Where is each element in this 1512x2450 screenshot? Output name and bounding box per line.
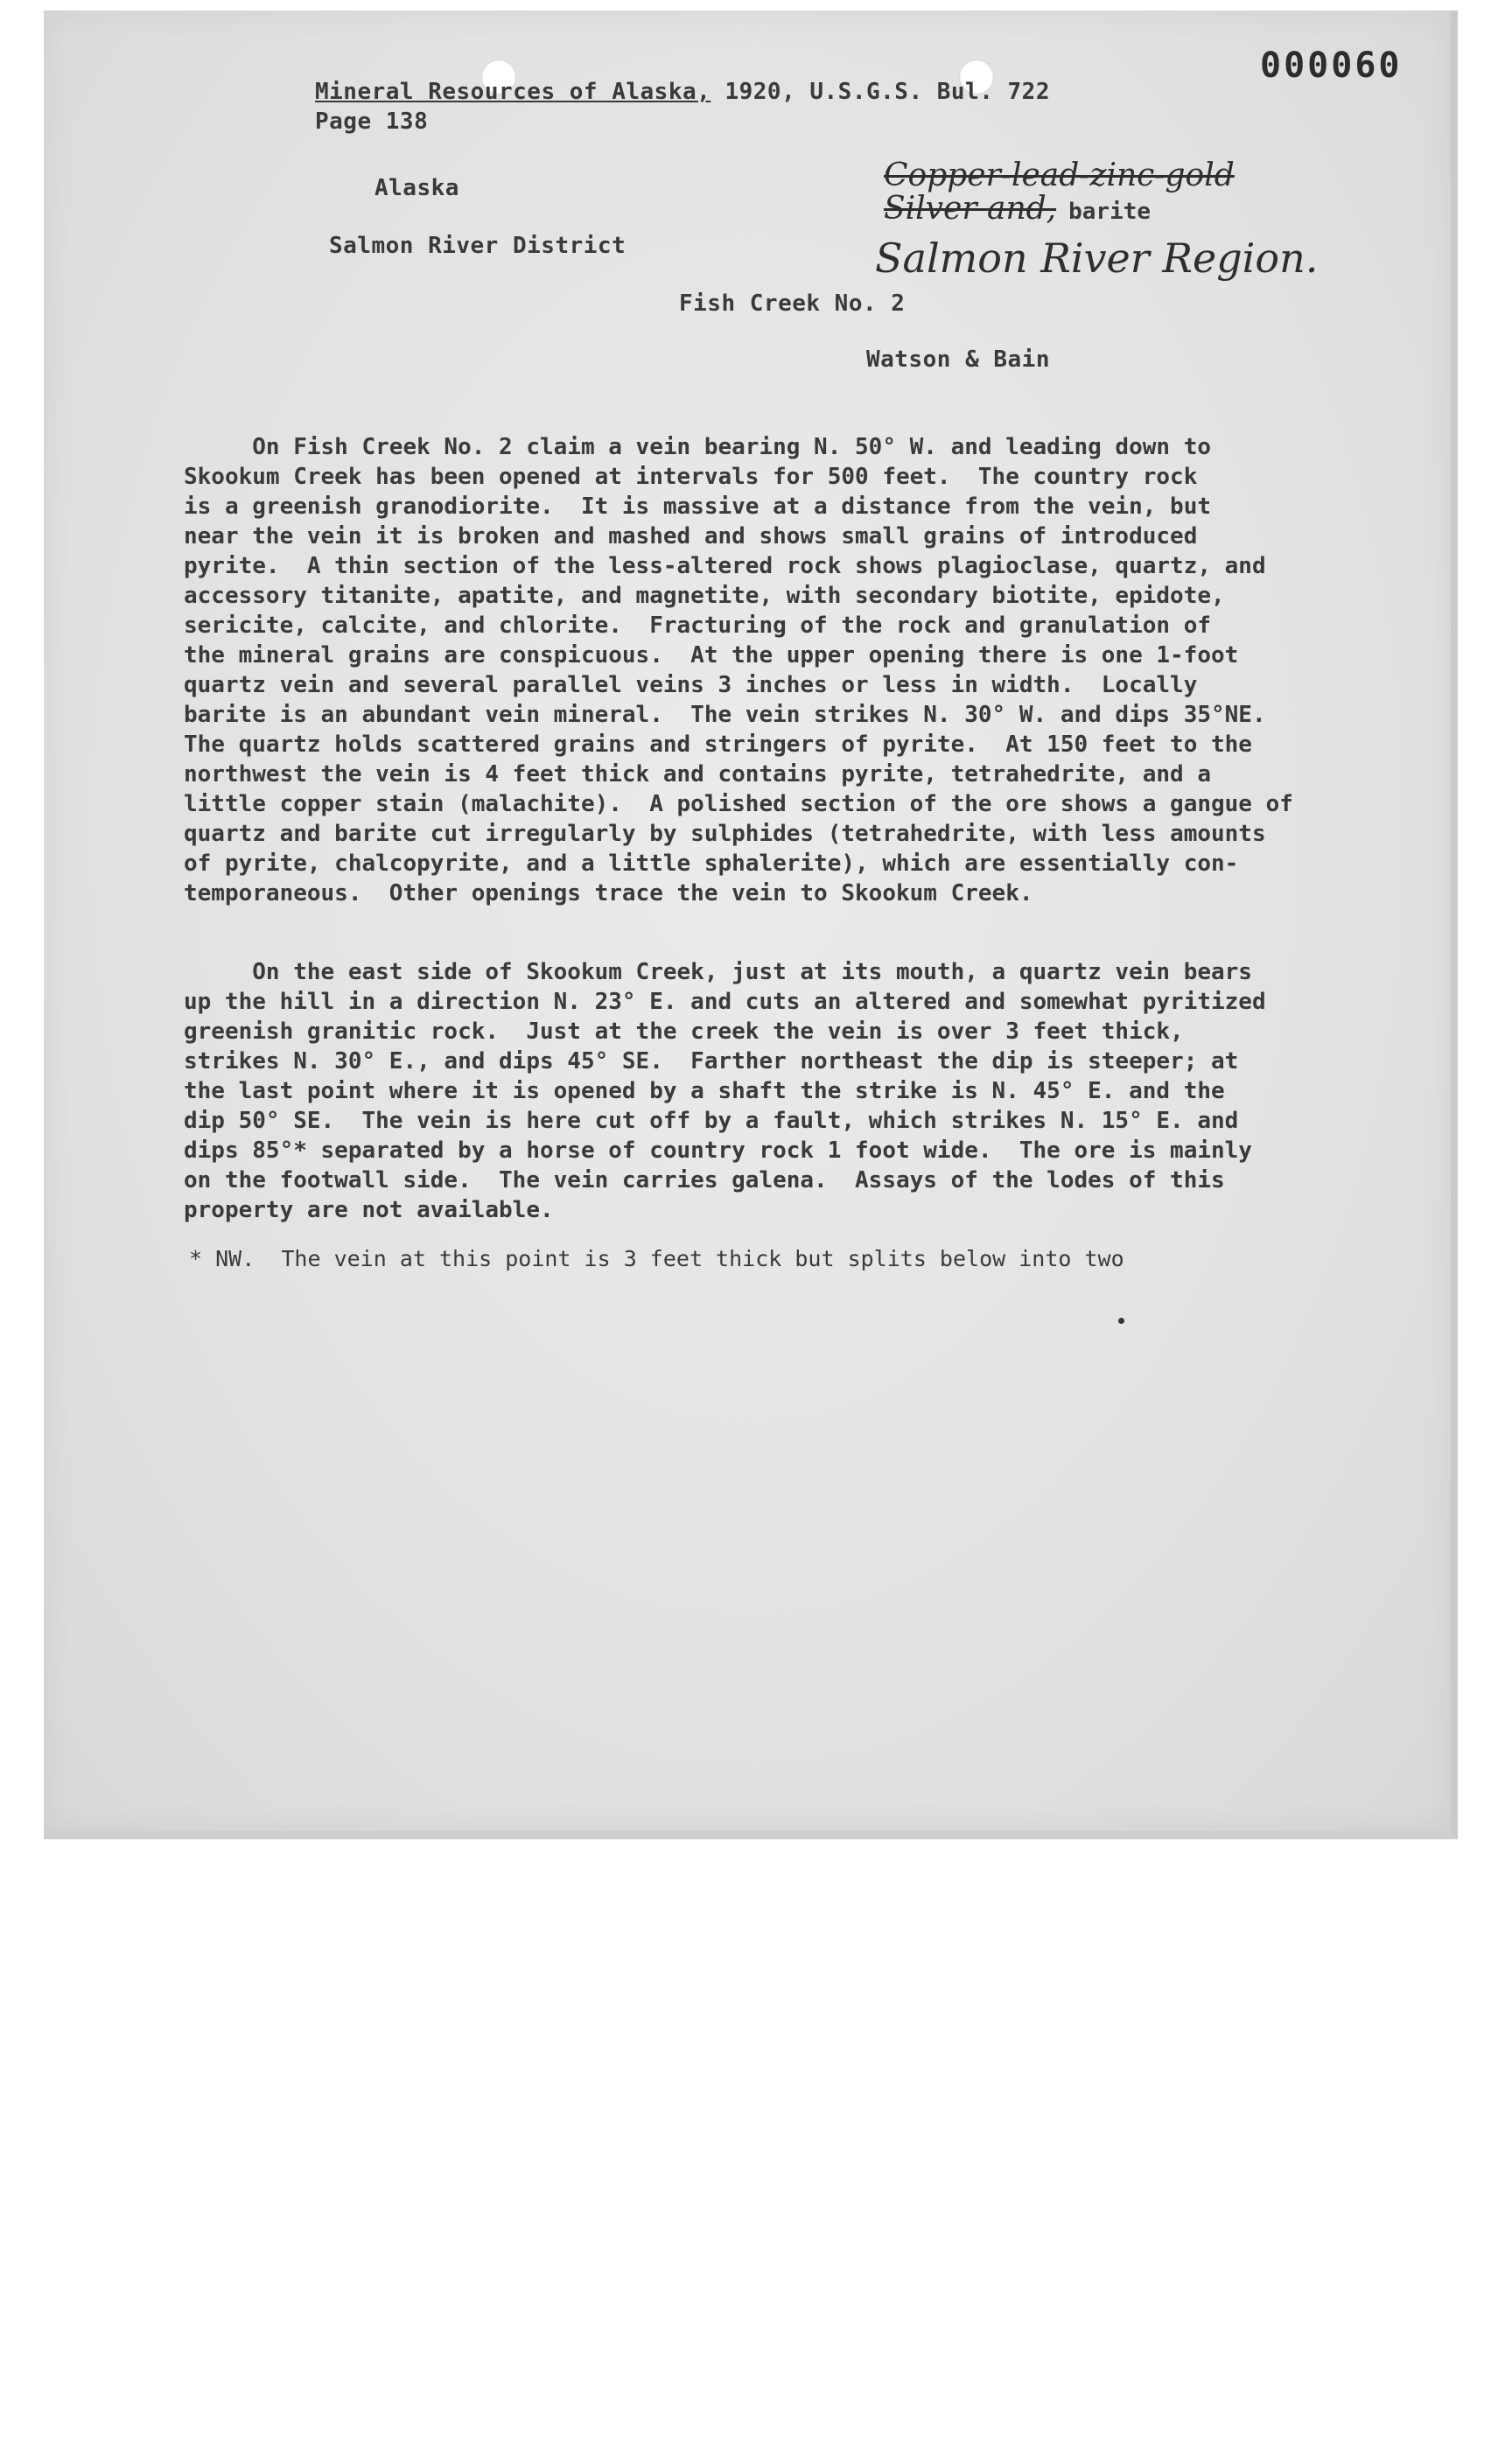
paragraph-line: pyrite. A thin section of the less-altered rock shows plagioclase, quartz, and: [184, 553, 1266, 579]
paragraph-line: is a greenish granodiorite. It is massive at a distance from the vein, but: [184, 494, 1211, 520]
paragraph-line: on the footwall side. The vein carries galena. Assays of the lodes of this: [184, 1167, 1225, 1194]
paragraph-line: temporaneous. Other openings trace the vein to Skookum Creek.: [184, 880, 1033, 906]
paragraph-line: On the east side of Skookum Creek, just at its mouth, a quartz vein bears: [184, 959, 1252, 985]
document-id-number: 000060: [1260, 46, 1403, 86]
paragraph-line: strikes N. 30° E., and dips 45° SE. Farther northeast the dip is steeper; at: [184, 1048, 1239, 1074]
paragraph-line: On Fish Creek No. 2 claim a vein bearing N. 50° W. and leading down to: [184, 434, 1211, 460]
paragraph-fish-creek: [184, 432, 1426, 908]
paragraph-line: up the hill in a direction N. 23° E. and cuts an altered and somewhat pyritized: [184, 989, 1266, 1015]
paragraph-line: the last point where it is opened by a shaft the strike is N. 45° E. and the: [184, 1078, 1225, 1104]
handwritten-region: Salmon River Region.: [875, 234, 1319, 282]
footnote: * NW. The vein at this point is 3 feet thick but splits below into two: [189, 1246, 1124, 1271]
paragraph-line: The quartz holds scattered grains and stringers of pyrite. At 150 feet to the: [184, 732, 1252, 758]
state-heading: Alaska: [374, 175, 459, 201]
paragraph-line: the mineral grains are conspicuous. At the upper opening there is one 1-foot: [184, 642, 1239, 668]
paragraph-line: barite is an abundant vein mineral. The vein strikes N. 30° W. and dips 35°NE.: [184, 702, 1266, 728]
handwritten-commodities: [884, 191, 1151, 227]
district-heading: Salmon River District: [329, 233, 626, 259]
citation: [315, 79, 1050, 105]
paragraph-line: little copper stain (malachite). A polished section of the ore shows a gangue of: [184, 791, 1293, 817]
paragraph-line: quartz and barite cut irregularly by sulphides (tetrahedrite, with less amounts: [184, 821, 1266, 847]
paragraph-line: dip 50° SE. The vein is here cut off by a fault, which strikes N. 15° E. and: [184, 1108, 1239, 1134]
typed-barite: barite: [1068, 199, 1152, 225]
paragraph-line: accessory titanite, apatite, and magnetite, with secondary biotite, epidote,: [184, 583, 1225, 609]
paragraph-line: northwest the vein is 4 feet thick and contains pyrite, tetrahedrite, and a: [184, 761, 1211, 788]
paragraph-line: greenish granitic rock. Just at the creek the vein is over 3 feet thick,: [184, 1018, 1184, 1045]
handwritten-silver: Silver and,: [884, 191, 1057, 227]
paragraph-line: quartz vein and several parallel veins 3 inches or less in width. Locally: [184, 672, 1198, 698]
document-sheet: [44, 10, 1458, 1839]
claim-title: Fish Creek No. 2: [679, 290, 906, 317]
paragraph-line: sericite, calcite, and chlorite. Fracturing of the rock and granulation of: [184, 612, 1211, 639]
paragraph-line: of pyrite, chalcopyrite, and a little sphalerite), which are essentially con-: [184, 850, 1239, 877]
authors: Watson & Bain: [866, 346, 1050, 373]
citation-source: Mineral Resources of Alaska,: [315, 79, 711, 105]
ink-speck: [1118, 1318, 1124, 1324]
paragraph-line: dips 85°* separated by a horse of country rock 1 foot wide. The ore is mainly: [184, 1138, 1252, 1164]
citation-details: 1920, U.S.G.S. Bul. 722: [710, 79, 1050, 105]
paragraph-skookum-creek: [184, 957, 1426, 1225]
paragraph-line: property are not available.: [184, 1197, 554, 1223]
paragraph-line: near the vein it is broken and mashed and shows small grains of introduced: [184, 523, 1198, 550]
page-reference: Page 138: [315, 108, 429, 135]
paragraph-line: Skookum Creek has been opened at intervals for 500 feet. The country rock: [184, 464, 1198, 490]
handwritten-struck-commodities: Copper-lead-zinc-gold: [884, 158, 1235, 193]
